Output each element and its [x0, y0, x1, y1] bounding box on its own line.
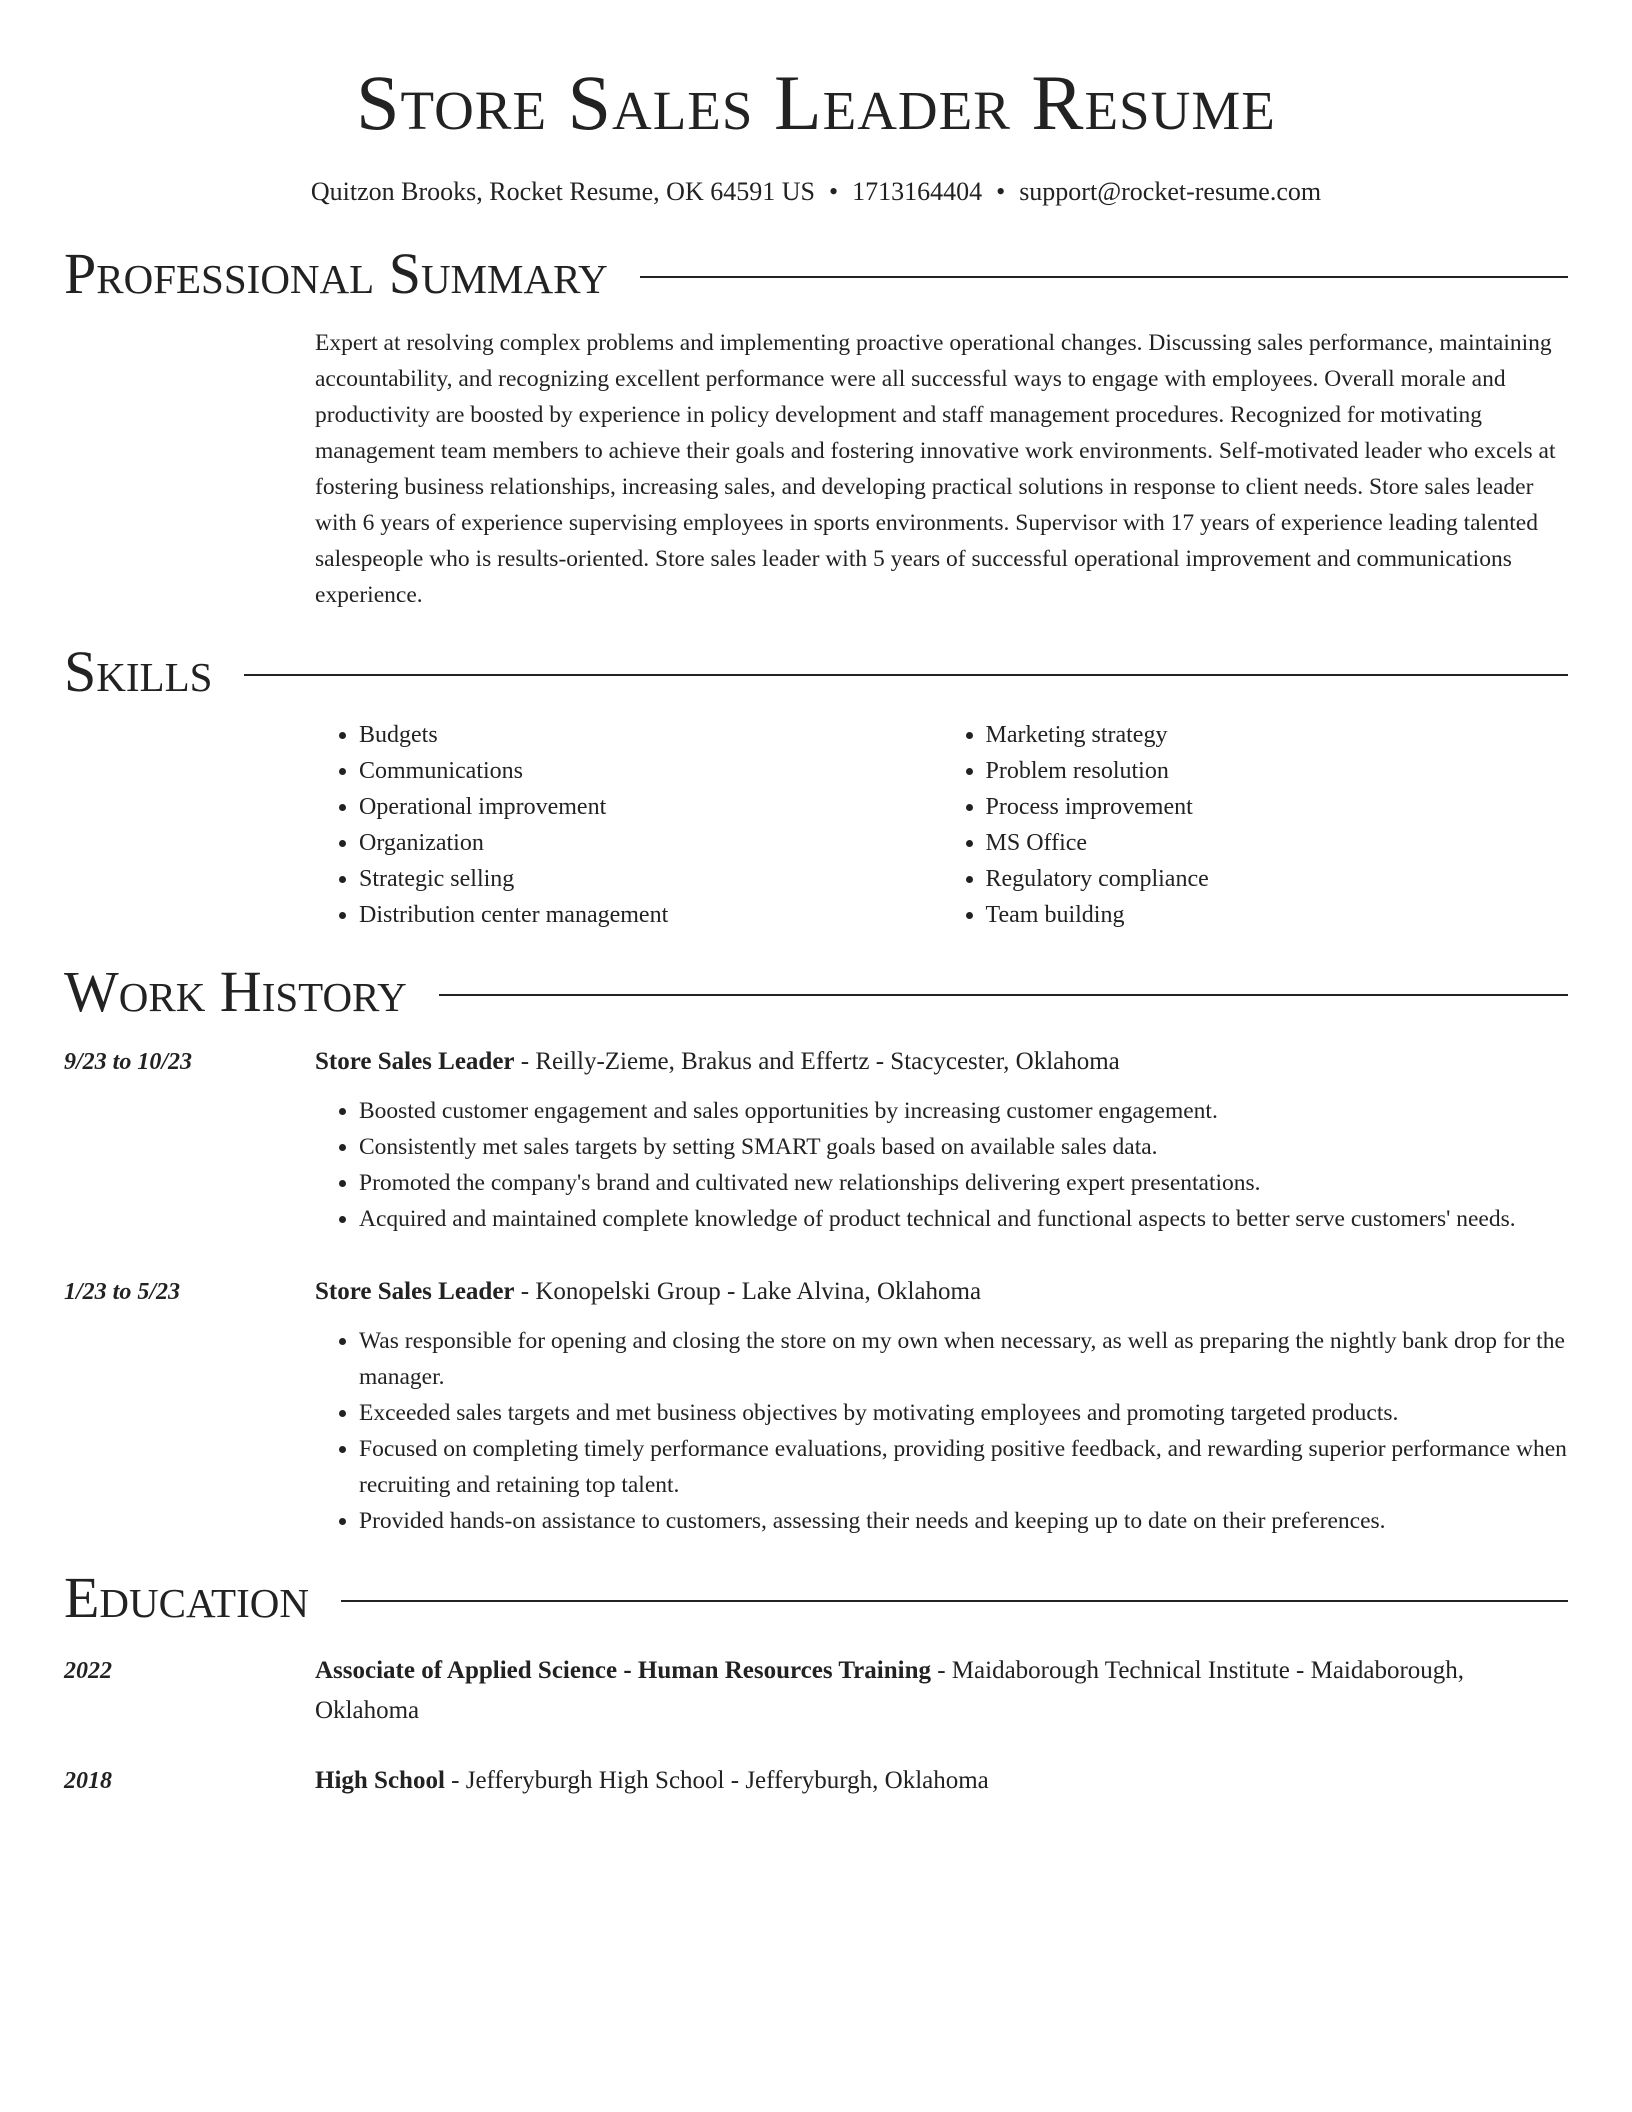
skills-heading: Skills [64, 639, 213, 705]
summary-text: Expert at resolving complex problems and implementing proactive operational changes. Discussing sales performance, maintaining accountability, and recognizing excellent performance were all successful ways to engage with employees. Overall morale and productivity are boosted by experience in policy development and staff management procedures. Recognized for motivating management team members to achieve their goals and fostering innovative work environments. Self-motivated leader who excels at fostering business relationships, increasing sales, and developing practical solutions in response to client needs. Store sales leader with 6 years of experience supervising employees in sports environments. Supervisor with 17 years of experience leading talented salespeople who is results-oriented. Store sales leader with 5 years of successful operational improvement and communications experience. [315, 330, 1556, 609]
skill-item: • Problem resolution [986, 753, 1569, 789]
contact-separator: • [996, 177, 1006, 206]
contact-line [64, 176, 1568, 207]
job-bullet: • Consistently met sales targets by setting SMART goals based on available sales data. [359, 1129, 1568, 1165]
job-body [315, 1273, 1568, 1539]
skill-item: • Organization [359, 825, 942, 861]
job-entry [64, 1273, 1568, 1539]
section-divider [244, 674, 1568, 676]
skills-column-left [315, 717, 942, 933]
job-bullet: • Focused on completing timely performance evaluations, providing positive feedback, and rewarding superior performance when recruiting and retaining top talent. [359, 1431, 1568, 1503]
work-heading: Work History [64, 959, 407, 1025]
skill-item: • Marketing strategy [986, 717, 1569, 753]
contact-phone: 1713164404 [852, 177, 983, 206]
education-details: - Jefferyburgh High School - Jefferyburgh, Oklahoma [444, 1767, 989, 1795]
section-divider [341, 1600, 1568, 1602]
contact-email: support@rocket-resume.com [1019, 177, 1322, 206]
job-bullets [315, 1093, 1568, 1237]
job-headline [315, 1043, 1568, 1081]
skill-item: • Budgets [359, 717, 942, 753]
education-date: 2018 [64, 1768, 112, 1795]
skill-item: • Team building [986, 897, 1569, 933]
job-title: Store Sales Leader [315, 1048, 515, 1076]
education-date: 2022 [64, 1658, 112, 1685]
contact-address: Quitzon Brooks, Rocket Resume, OK 64591 US [310, 177, 815, 206]
resume-title: Store Sales Leader Resume [356, 59, 1276, 146]
education-entry [64, 1651, 1568, 1731]
summary-section-header [64, 241, 1568, 307]
job-bullet: • Provided hands-on assistance to customers, assessing their needs and keeping up to date on their preferences. [359, 1503, 1568, 1539]
contact-separator: • [828, 177, 839, 206]
skill-item: • Distribution center management [359, 897, 942, 933]
job-date: 9/23 to 10/23 [64, 1049, 193, 1076]
job-bullets [315, 1323, 1568, 1539]
job-title: Store Sales Leader [315, 1278, 515, 1306]
education-degree: Associate of Applied Science - Human Resources Training [315, 1657, 931, 1685]
skill-item: • Strategic selling [359, 861, 942, 897]
education-degree: High School [315, 1767, 445, 1795]
skill-item: • Communications [359, 753, 942, 789]
education-body [315, 1651, 1568, 1731]
job-bullet: • Was responsible for opening and closing the store on my own when necessary, as well as preparing the nightly bank drop for the manager. [359, 1323, 1568, 1395]
work-section-header [64, 959, 1568, 1025]
job-date: 1/23 to 5/23 [64, 1279, 181, 1306]
job-entry [64, 1043, 1568, 1237]
education-section-header [64, 1565, 1568, 1631]
skill-item: • Operational improvement [359, 789, 942, 825]
education-entry [64, 1761, 1568, 1801]
job-bullet: • Promoted the company's brand and cultivated new relationships delivering expert presentations. [359, 1165, 1568, 1201]
skills-column-right [942, 717, 1569, 933]
section-divider [640, 276, 1568, 278]
job-bullet: • Acquired and maintained complete knowledge of product technical and functional aspects to better serve customers' needs. [359, 1201, 1568, 1237]
job-bullet: • Exceeded sales targets and met business objectives by motivating employees and promoting targeted products. [359, 1395, 1568, 1431]
skills-section-header [64, 639, 1568, 705]
skill-item: • MS Office [986, 825, 1569, 861]
job-body [315, 1043, 1568, 1237]
job-details: - Reilly-Zieme, Brakus and Effertz - Stacycester, Oklahoma [514, 1048, 1120, 1076]
skills-list [315, 717, 1568, 933]
skill-item: • Regulatory compliance [986, 861, 1569, 897]
education-details: - Maidaborough Technical Institute - Maidaborough, Oklahoma [315, 1657, 1465, 1725]
education-heading: Education [64, 1565, 309, 1631]
section-divider [439, 994, 1568, 996]
summary-heading: Professional Summary [64, 241, 608, 307]
skill-item: • Process improvement [986, 789, 1569, 825]
education-body [315, 1761, 1568, 1801]
job-headline [315, 1273, 1568, 1311]
job-bullet: • Boosted customer engagement and sales opportunities by increasing customer engagement. [359, 1093, 1568, 1129]
job-details: - Konopelski Group - Lake Alvina, Oklahoma [514, 1278, 982, 1306]
